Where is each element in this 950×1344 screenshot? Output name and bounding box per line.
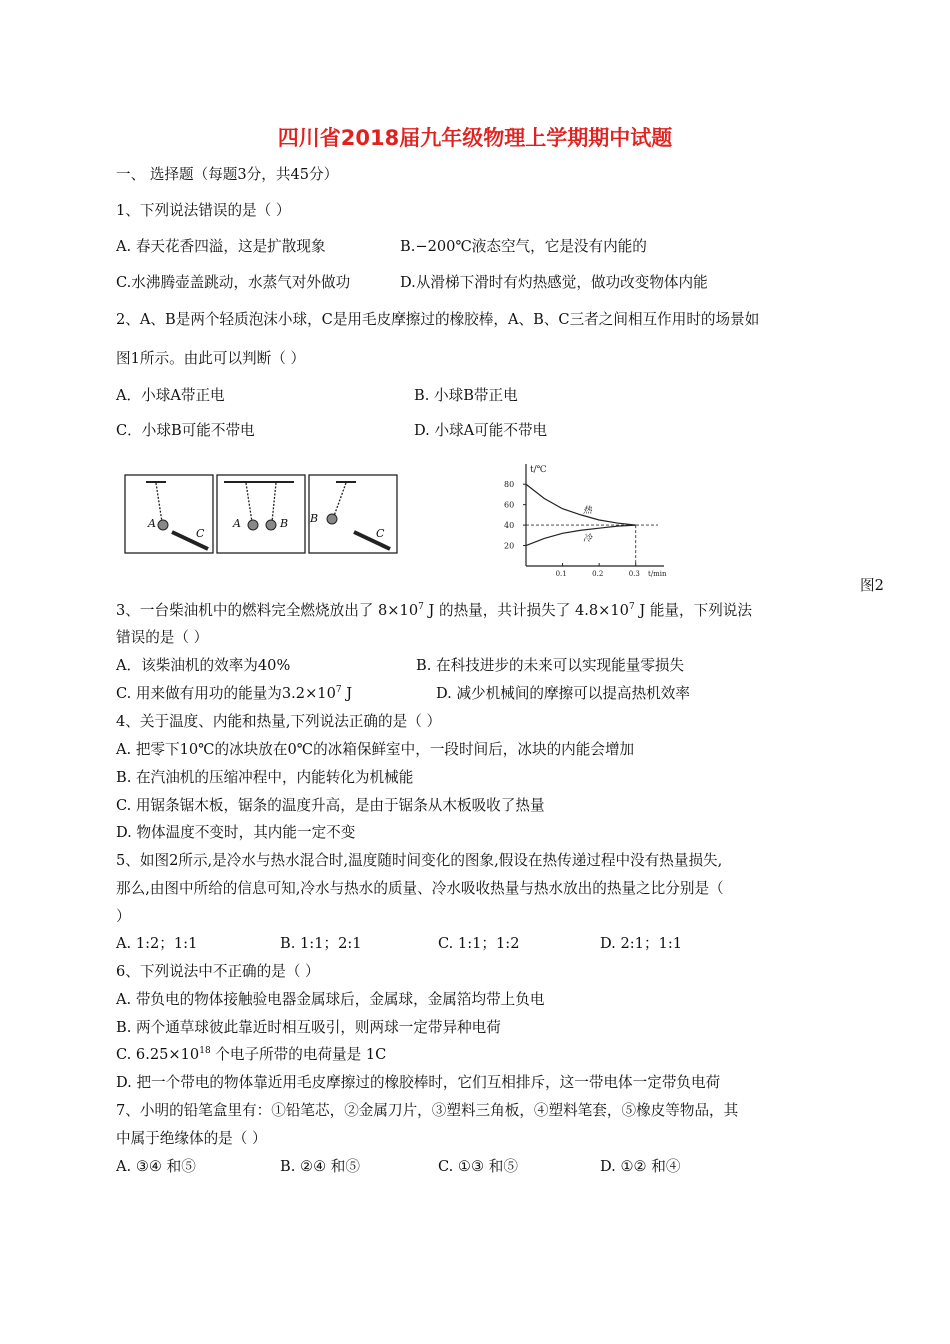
fig1-label-b2: B: [310, 512, 319, 525]
y-tick-label: 80: [504, 480, 515, 490]
q5-option-c: C. 1:1；1:2: [438, 935, 520, 952]
fig1-label-a2: A: [233, 517, 241, 530]
y-tick-label: 20: [504, 541, 515, 551]
q1-option-c: C.水沸腾壶盖跳动，水蒸气对外做功: [116, 274, 351, 291]
q3-option-c: [116, 685, 352, 702]
q7-option-c: C. ①③ 和⑤: [438, 1158, 518, 1175]
x-tick-label: 0.1: [555, 570, 567, 578]
q7-option-d: D. ①② 和④: [600, 1158, 681, 1175]
q3-option-d: D. 减少机械间的摩擦可以提高热机效率: [436, 685, 690, 702]
q7-option-b: B. ②④ 和⑤: [280, 1158, 360, 1175]
q3-option-c-text: C. 用来做有用功的能量为3.2×10: [116, 685, 336, 702]
question-1-options-row2: [116, 273, 836, 293]
question-7-options: [116, 1157, 836, 1177]
q3-exponent-1: 7: [418, 602, 424, 612]
q6-option-b: B. 两个通草球彼此靠近时相互吸引，则两球一定带异种电荷: [116, 1019, 501, 1036]
question-6-stem: 6、下列说法中不正确的是（ ）: [116, 963, 320, 980]
q3-option-b: B. 在科技进步的未来可以实现能量零损失: [416, 657, 685, 674]
q7-option-a: A. ③④ 和⑤: [116, 1158, 196, 1175]
question-7-stem-line2: 中属于绝缘体的是（ ）: [116, 1130, 267, 1147]
question-2-stem-line1: 2、A、B是两个轻质泡沫小球，C是用毛皮摩擦过的橡胶棒，A、B、C三者之间相互作用时的场景如: [116, 311, 760, 328]
question-3-stem-line1: [116, 601, 752, 621]
fig1-label-c2: C: [376, 527, 385, 540]
q6-option-d: D. 把一个带电的物体靠近用毛皮摩擦过的橡胶棒时，它们互相排斥，这一带电体一定带负电荷: [116, 1074, 721, 1091]
x-axis-unit: t/min: [648, 570, 667, 578]
q1-option-d: D.从滑梯下滑时有灼热感觉，做功改变物体内能: [400, 274, 708, 291]
question-3-options-row1: [116, 656, 836, 676]
q1-option-b: B.−200℃液态空气，它是没有内能的: [400, 238, 647, 255]
question-3-options-row2: [116, 684, 836, 704]
question-2-options-row2: [116, 421, 836, 441]
cold-water-curve: [526, 525, 636, 545]
q4-option-c: C. 用锯条锯木板，锯条的温度升高，是由于锯条从木板吸收了热量: [116, 797, 545, 814]
figure-2-caption: 图2: [860, 577, 884, 594]
y-axis-unit: t/℃: [530, 465, 547, 475]
q3-stem-part3: J 能量，下列说法: [634, 602, 752, 619]
question-7-stem-line1: 7、小明的铅笔盒里有：①铅笔芯，②金属刀片，③塑料三角板，④塑料笔套，⑤橡皮等物品，其: [116, 1102, 739, 1119]
question-3-stem-line2: 错误的是（ ）: [116, 629, 209, 646]
section-heading: 一、 选择题（每题3分，共45分）: [116, 166, 339, 183]
cold-curve-label: 冷: [582, 534, 592, 545]
hot-curve-label: 热: [582, 505, 592, 516]
q1-option-a: A. 春天花香四溢，这是扩散现象: [116, 238, 326, 255]
question-4-stem: 4、关于温度、内能和热量,下列说法正确的是（ ）: [116, 713, 442, 730]
q3-option-c-exponent: 7: [335, 685, 342, 695]
q3-option-a: A．该柴油机的效率为40%: [116, 657, 291, 674]
q3-option-c-unit: J: [341, 685, 353, 702]
q3-exponent-2: 7: [628, 602, 635, 612]
figure-2-temperature-chart: [494, 456, 674, 580]
q6-option-c-tail: 个电子所带的电荷量是 1C: [210, 1046, 387, 1063]
hot-water-curve: [526, 484, 636, 525]
fig1-label-c1: C: [196, 527, 205, 540]
q3-stem-part2: J 的热量，共计损失了 4.8×10: [423, 602, 629, 619]
q4-option-b: B. 在汽油机的压缩冲程中，内能转化为机械能: [116, 769, 414, 786]
question-5-stem-line3: ）: [116, 908, 131, 925]
q5-option-d: D. 2:1；1:1: [600, 935, 683, 952]
q6-option-a: A. 带负电的物体接触验电器金属球后，金属球，金属箔均带上负电: [116, 991, 545, 1008]
question-5-options: [116, 934, 836, 954]
question-1-stem: 1、下列说法错误的是（ ）: [116, 202, 291, 219]
fig1-label-a: A: [148, 517, 156, 530]
q6-option-c: [116, 1045, 386, 1065]
q2-option-a: A．小球A带正电: [116, 387, 225, 404]
q3-stem-part1: 3、一台柴油机中的燃料完全燃烧放出了 8×10: [116, 602, 419, 619]
q4-option-a: A. 把零下10℃的冰块放在0℃的冰箱保鲜室中，一段时间后，冰块的内能会增加: [116, 741, 635, 758]
question-1-options-row1: [116, 237, 836, 257]
y-tick-label: 40: [504, 521, 515, 531]
x-tick-label: 0.2: [592, 570, 604, 578]
q6-option-c-text: C. 6.25×10: [116, 1046, 200, 1063]
fig1-label-b: B: [280, 517, 289, 530]
question-2-options-row1: [116, 386, 836, 406]
q5-option-a: A. 1:2；1:1: [116, 935, 198, 952]
question-5-stem-line1: 5、如图2所示,是冷水与热水混合时,温度随时间变化的图象,假设在热传递过程中没有热量损失,: [116, 852, 723, 869]
q2-option-d: D. 小球A可能不带电: [414, 422, 548, 439]
question-5-stem-line2: 那么,由图中所给的信息可知,冷水与热水的质量、冷水吸收热量与热水放出的热量之比分别是（: [116, 880, 724, 897]
q2-option-b: B. 小球B带正电: [414, 387, 518, 404]
q4-option-d: D. 物体温度不变时，其内能一定不变: [116, 824, 356, 841]
x-tick-label: 0.3: [628, 570, 640, 578]
q2-option-c: C．小球B可能不带电: [116, 422, 255, 439]
page-title: 四川省2018届九年级物理上学期期中试题: [277, 126, 673, 150]
figure-1-pendulums: [124, 474, 400, 556]
q6-option-c-exponent: 18: [199, 1046, 211, 1056]
q5-option-b: B. 1:1；2:1: [280, 935, 362, 952]
question-2-stem-line2: 图1所示。由此可以判断（ ）: [116, 350, 306, 367]
y-tick-label: 60: [504, 500, 515, 510]
